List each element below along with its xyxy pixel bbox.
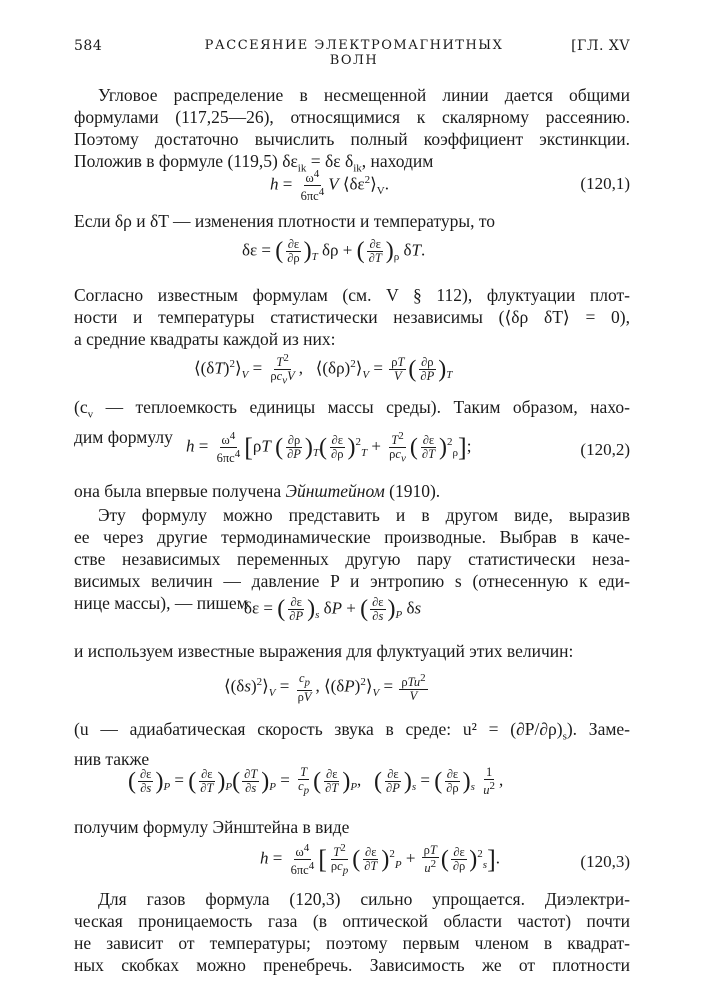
paragraph-8: (u — адиабатическая скорость звука в среде: $u^2 = (\partial P/\partial\rho)_s$). Заме- нив также bbox=[74, 719, 631, 769]
paragraph-1: Угловое распределение в несмещенной линии дается общими формулами (117,25—26), относящимися к скалярному рассеянию. Поэтому достаточно вычислить полный коэффициент экстинкции. Положив в формуле (119,5) $\delta\varepsilon_{ik} = \delta\varepsilon$ $\delta_{ik}$, находим bbox=[74, 85, 630, 175]
page-number: 584 bbox=[74, 38, 103, 54]
equation-delta-epsilon-ps: δε = ( $\frac{\partial\varepsilon}{\partial P}$ )$_s$ δP + ( $\frac{\partial\varepsilon}{\partial s}$ )$_P$ δs bbox=[244, 595, 422, 623]
equation-number: (120,3) bbox=[580, 852, 630, 871]
equation-number: (120,2) bbox=[580, 440, 630, 459]
equation-derivative-relations: ( $\frac{\partial\varepsilon}{\partial s}$ )$_P$ = ( $\frac{\partial\varepsilon}{\partial T}$ )$_P$( $\frac{\partial T}{\partial s}$ )$_P$ = $\frac{T}{c_p}$ ( $\frac{\partial\varepsilon}{\partial T}$ )$_P$, ( $\frac{\partial\varepsilon}{\partial P}$ )$_s$ = ( $\frac{\partial\varepsilon}{\partial\rho}$ )$_s$ $\frac{1}{u^2}$ , bbox=[128, 765, 504, 798]
chapter-label: [ГЛ. XV bbox=[571, 38, 630, 54]
equation-fluctuations-1: $⟨(\delta T)^2⟩_V$ = $\frac{T^2}{\rho c_vV}$ , $⟨(\delta\rho)^2⟩_V$ = $\frac{\rho T}{V}$ ( $\frac{\partial\rho}{\partial P}$ )$_T$ bbox=[194, 352, 453, 387]
paragraph-10: Для газов формула (120,3) сильно упрощается. Диэлектри- ческая проницаемость газа (в оптической области частот) почти не зависит от температуры; поэтому первым членом в квадрат- ных скобках можно пренебречь. Зависимость же от плотности bbox=[74, 889, 630, 975]
equation-number: (120,1) bbox=[580, 174, 630, 193]
equation-120-2: h = $\frac{\omega^4}{6\pi c^4}$ [ρT ( $\frac{\partial\rho}{\partial P}$ )$_T$( $\frac{\partial\varepsilon}{\partial\rho}$ )$^2_T$ + $\frac{T^2}{\rho c_v}$ ( $\frac{\partial\varepsilon}{\partial T}$ )$^2_\rho$]; (120,2) bbox=[186, 430, 630, 466]
paragraph-7: и используем известные выражения для флуктуаций этих величин: bbox=[74, 641, 574, 661]
paragraph-3: Согласно известным формулам (см. V § 112), флуктуации плот- ности и температуры статистически независимы (⟨δρ δT⟩ = 0), а средние квадраты каждой из них: bbox=[74, 285, 630, 349]
paragraph-5: она была впервые получена Эйнштейном (1910). bbox=[74, 481, 441, 501]
paragraph-9: получим формулу Эйнштейна в виде bbox=[74, 817, 350, 837]
equation-120-3: h = $\frac{\omega^4}{6\pi c^4}$ [ $\frac{T^2}{\rho c_p}$ ( $\frac{\partial\varepsilon}{\partial T}$ )$^2_P$ + $\frac{\rho T}{u^2}$ ( $\frac{\partial\varepsilon}{\partial\rho}$ )$^2_s$]. (120,3) bbox=[260, 842, 630, 878]
running-title: РАССЕЯНИЕ ЭЛЕКТРОМАГНИТНЫХ ВОЛН bbox=[204, 38, 504, 68]
paragraph-6: Эту формулу можно представить и в другом виде, выразив ее через другие термодинамические производные. Выбрав в каче- стве независимых переменных другую пару статистически неза- висимых величин — давление P и энтропию s (отнесенную к еди- нице массы), — пишем bbox=[74, 505, 630, 613]
paragraph-2: Если δρ и δT — изменения плотности и температуры, то bbox=[74, 211, 496, 231]
equation-fluctuations-2: $⟨(\delta s)^2⟩_V$ = $\frac{c_p}{\rho V}$ , $⟨(\delta P)^2⟩_V$ = $\frac{\rho Tu^2}{V}$ bbox=[224, 671, 426, 704]
page-header bbox=[74, 38, 630, 68]
equation-delta-epsilon: δε = ( $\frac{\partial\varepsilon}{\partial\rho}$ )$_T$ δρ + ( $\frac{\partial\varepsilon}{\partial T}$ )$_\rho$ δT. bbox=[242, 237, 426, 265]
equation-120-1: h = $\frac{\omega^4}{6\pi c^4}$ V $⟨\delta\varepsilon^2⟩_V$. (120,1) bbox=[270, 168, 630, 204]
paragraph-4: ($c_v$ — теплоемкость единицы массы среды). Таким образом, нахо- дим формулу bbox=[74, 397, 630, 447]
